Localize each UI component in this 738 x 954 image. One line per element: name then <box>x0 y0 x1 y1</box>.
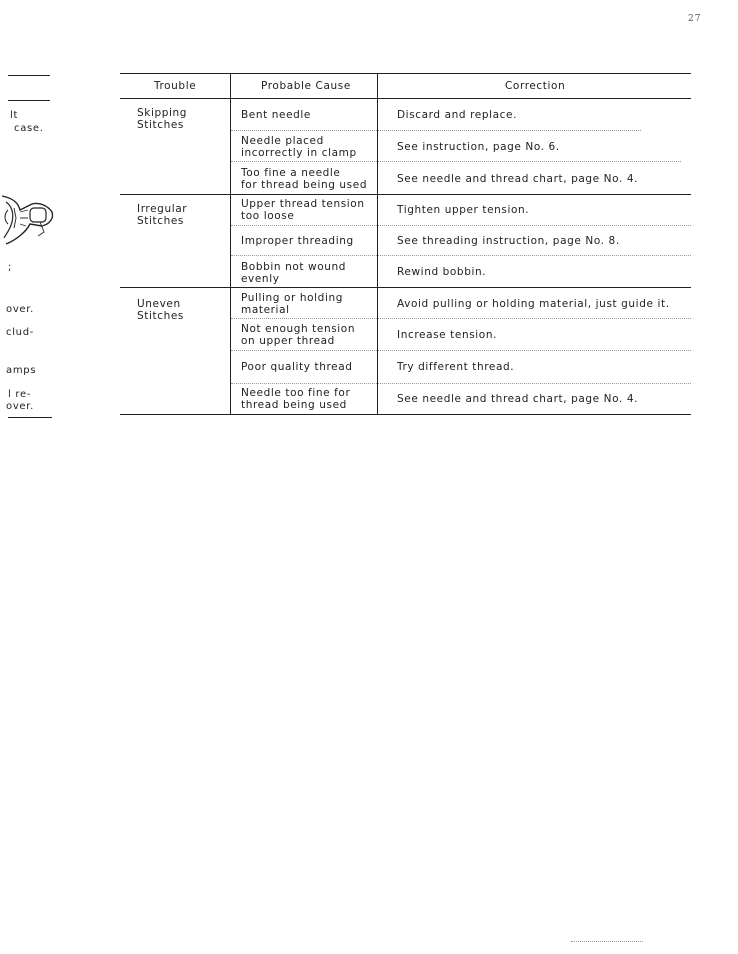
table-bottom-rule <box>120 414 691 415</box>
correction-cell: Discard and replace. <box>397 109 518 121</box>
header-trouble: Trouble <box>154 80 197 92</box>
column-divider-cause <box>377 74 378 414</box>
left-rule-second <box>8 100 50 101</box>
trouble-label: Skipping Stitches <box>137 107 188 131</box>
trouble-label: Irregular Stitches <box>137 203 188 227</box>
cause-cell: Not enough tension on upper thread <box>241 323 356 347</box>
left-fragment: ; <box>8 262 13 273</box>
left-fragment: over. <box>6 304 35 315</box>
column-divider-trouble <box>230 74 231 414</box>
trouble-label: Uneven Stitches <box>137 298 184 322</box>
row-separator <box>231 225 691 226</box>
left-fragment: lt <box>10 110 19 121</box>
correction-cell: Rewind bobbin. <box>397 266 487 278</box>
correction-cell: Tighten upper tension. <box>397 204 530 216</box>
table-header-rule <box>120 98 691 99</box>
correction-cell: See threading instruction, page No. 8. <box>397 235 620 247</box>
cause-cell: Improper threading <box>241 235 354 247</box>
machine-part-illustration <box>0 188 58 246</box>
row-separator <box>231 130 641 131</box>
header-correction: Correction <box>505 80 566 92</box>
correction-cell: Increase tension. <box>397 329 498 341</box>
correction-cell: See needle and thread chart, page No. 4. <box>397 173 639 185</box>
cause-cell: Bobbin not wound evenly <box>241 261 346 285</box>
left-fragment: l re- <box>8 389 32 400</box>
cause-cell: Needle placed incorrectly in clamp <box>241 135 357 159</box>
page-number: 27 <box>688 14 702 24</box>
left-fragment: clud- <box>6 327 35 338</box>
row-separator <box>231 255 691 256</box>
cause-cell: Too fine a needle for thread being used <box>241 167 368 191</box>
correction-cell: Avoid pulling or holding material, just guide it. <box>397 298 670 310</box>
group-separator <box>120 194 691 195</box>
row-separator <box>231 383 691 384</box>
cause-cell: Bent needle <box>241 109 311 121</box>
header-probable-cause: Probable Cause <box>261 80 351 92</box>
group-separator <box>120 287 691 288</box>
correction-cell: See instruction, page No. 6. <box>397 141 560 153</box>
row-separator <box>231 161 681 162</box>
row-separator <box>231 318 691 319</box>
correction-cell: See needle and thread chart, page No. 4. <box>397 393 639 405</box>
cause-cell: Needle too fine for thread being used <box>241 387 351 411</box>
correction-cell: Try different thread. <box>397 361 515 373</box>
footer-mark <box>571 941 643 942</box>
cause-cell: Upper thread tension too loose <box>241 198 365 222</box>
left-rule-bottom <box>8 417 52 418</box>
cause-cell: Pulling or holding material <box>241 292 343 316</box>
left-fragment: amps <box>6 365 37 376</box>
left-rule-top <box>8 75 50 76</box>
table-top-rule <box>120 73 691 74</box>
row-separator <box>231 350 691 351</box>
left-fragment: case. <box>14 123 44 134</box>
cause-cell: Poor quality thread <box>241 361 353 373</box>
left-fragment: over. <box>6 401 35 412</box>
